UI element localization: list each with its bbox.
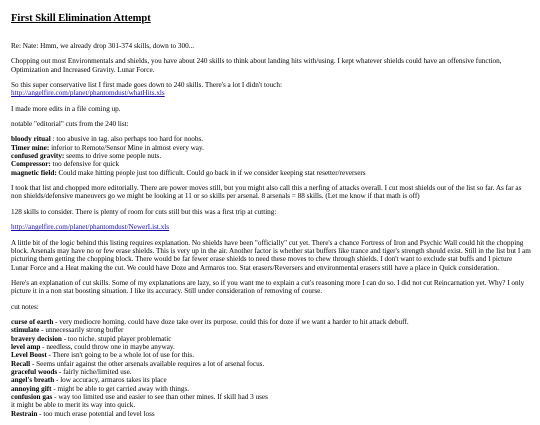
list-item [11, 351, 531, 359]
list-item [11, 135, 531, 143]
list-item [11, 360, 531, 368]
list-item [11, 401, 531, 409]
cut-note: - way too limited use and easier to see than other mines. If skill had 3 uses [52, 393, 268, 401]
cut-term: Recall [11, 359, 31, 368]
newerlist-link-paragraph [11, 223, 531, 231]
cut-note: - too much erase potential and level loss [37, 409, 155, 418]
cut-term: Restrain [11, 409, 38, 418]
list-intro-text: So this super conservative list I first made goes down to 240 skills. There's a lot I didn't touch: [11, 81, 282, 90]
editorial-paragraph: I took that list and chopped more editorially. There are power moves still, but you might also call this a nerfing of attacks overall. I cut most shields out of the list so far. As far as non shields/defensive maneuvers go we might be looking at 11 or so skills per arsenal. 8 arsenals = 88 skills. (Let me know if that math is off) [11, 184, 522, 201]
cut-term: Timer mine: [11, 143, 50, 152]
cut-term: bloody ritual [11, 135, 51, 144]
cut-term: stimulate [11, 326, 40, 335]
list-intro-paragraph [11, 81, 531, 98]
cut-note: : too abusive in tag. also perhaps too hard for noobs. [50, 135, 204, 144]
document-body [11, 42, 531, 425]
cut-note: - might be able to get carried away with things. [51, 384, 190, 393]
list-item [11, 152, 531, 160]
list-item [11, 335, 531, 343]
reply-paragraph: Re: Nate: Hmm, we already drop 301-374 skills, down to 300... [11, 42, 195, 50]
cut-term: curse of earth [11, 317, 54, 326]
cut-term: confused gravity: [11, 152, 65, 161]
list-item [11, 144, 531, 152]
cut-note: seems to drive some people nuts. [64, 152, 162, 161]
whathits-link[interactable]: http://angelfire.com/planet/phantomdust/whatHits.xls [11, 89, 165, 98]
cut-term: level amp [11, 342, 41, 351]
list-item [11, 318, 531, 326]
cut-term: bravery decision [11, 334, 62, 343]
editorial-cuts-heading: notable "editorial" cuts from the 240 list: [11, 120, 129, 129]
cut-note: Could make hitting people just too difficult. Could go back in if we consider keeping stat resetter/reversers [56, 168, 366, 177]
cut-notes-heading: cut notes: [11, 302, 39, 311]
list-item [11, 169, 531, 177]
list-item [11, 376, 531, 384]
cut-note: too defensive for quick [50, 160, 120, 169]
cut-note: - Seems unfair against the other arsenals available requires a lot of arsenal focus. [30, 359, 265, 368]
cut-term: Compressor: [11, 160, 51, 169]
list-item [11, 160, 531, 168]
cut-note: - needless, could throw one in maybe anyway. [40, 342, 175, 351]
logic-paragraph: A little bit of the logic behind this listing requires explanation. No shields have been "officially" cut yet. There's a chance Fortress of Iron and Psychic Wall could hit the chopping block. Arsenals may have no or few erase shields. This is very up in the air. Another factor is whether stat buffers like trance and tiger's strength should exist. Still in the list but I am picturing them getting the chopping block. There would be far fewer erase shields to need these moves to chew through shields. I don't want to exclude stat buffs and I picture Lunar Force and a Heat making the cut. We could have Doze and Armaros too. Stat erasers/Reversers and environmental erasers still have a place in Quick consideration. [11, 238, 531, 272]
cut-term: Level Boost [11, 351, 47, 360]
newerlist-link[interactable]: http://angelfire.com/planet/phantomdust/NewerList.xls [11, 223, 170, 232]
list-item [11, 343, 531, 351]
cut-note: - unnecessarily strong buffer [39, 326, 124, 335]
explanation-paragraph: Here's an explanation of cut skills. Some of my explanations are lazy, so if you want me to explain a cut's reasoning more I can do so. I did not cut Reincarnation yet. Why? I only picture it in a non stat boosting situation. I like its accuracy. Still under consideration of removing of course. [11, 278, 525, 296]
list-item [11, 385, 531, 393]
cut-term: magnetic field: [11, 168, 57, 177]
cut-notes-list [11, 318, 531, 418]
list-item [11, 393, 531, 401]
cut-note: inferior to Remote/Sensor Mine in almost every way. [49, 143, 204, 152]
cut-term: annoying gift [11, 384, 52, 393]
cut-note: - very mediocre homing. could have doze take over its purpose. could this for doze if we want a harder to hit attack debuff. [53, 317, 409, 326]
list-item [11, 410, 531, 418]
page-title: First Skill Elimination Attempt [11, 13, 151, 24]
cut-term: graceful woods [11, 367, 58, 376]
list-item [11, 368, 531, 376]
cut-note: - There isn't going to be a whole lot of use for this. [46, 351, 195, 360]
cut-note: - fairly niche/limited use. [57, 367, 132, 376]
cut-note: it might be able to merit its way into quick. [11, 401, 136, 410]
cut-term: confusion gas [11, 393, 53, 401]
skills-count-paragraph: 128 skills to consider. There is plenty of room for cuts still but this was a first trip at cutting: [11, 207, 277, 216]
cut-note: - low accuracy, armaros takes its place [54, 376, 167, 385]
edits-paragraph: I made more edits in a file coming up. [11, 104, 121, 113]
intro-paragraph: Chopping out most Environmentals and shields, you have about 240 skills to think about landing hits with/using. I kept whatever shields could have an offensive function, Optimization and Increased Gravity. Lunar Force. [11, 57, 502, 74]
cut-term: angel's breath [11, 376, 55, 385]
editorial-cuts-list [11, 135, 531, 177]
cut-note: - too niche. stupid player problematic [61, 334, 172, 343]
list-item [11, 326, 531, 334]
